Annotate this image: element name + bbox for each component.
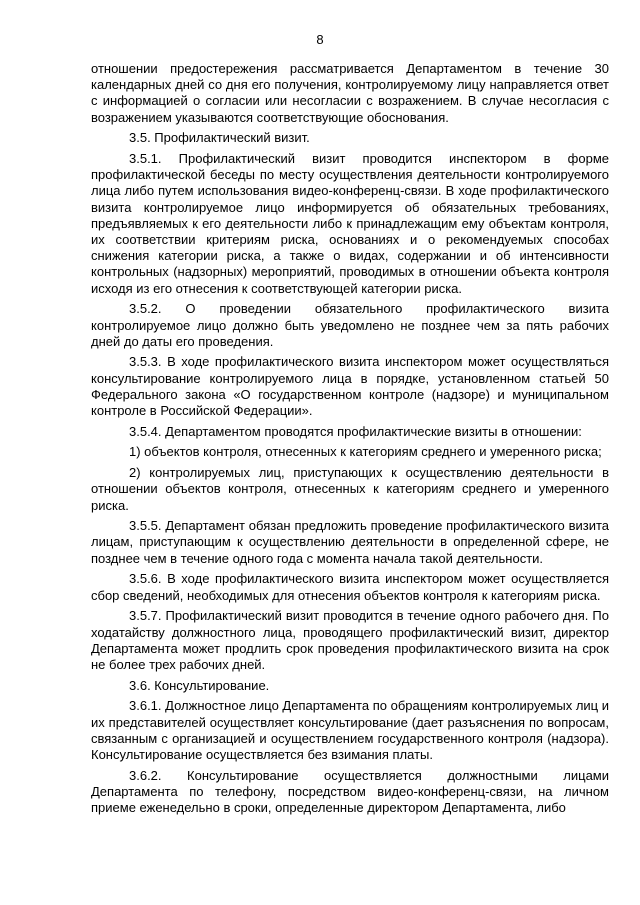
list-item: 1) объектов контроля, отнесенных к категориям среднего и умеренного риска; — [129, 444, 602, 460]
paragraph: 3.5.5. Департамент обязан предложить проведение профилактического визита лицам, приступающим к осуществлению деятельности в определенной сфере, не позднее чем в течение одного года с момента начала такой деятельности. — [91, 518, 609, 566]
paragraph: 3.5.3. В ходе профилактического визита инспектором может осуществляться консультирование контролируемого лица в порядке, установленном статьей 50 Федерального закона «О государственном контроле (надзоре) и муниципальном контроле в Российской Федерации». — [91, 354, 609, 419]
list-item: 2) контролируемых лиц, приступающих к осуществлению деятельности в отношении объектов контроля, отнесенных к категориям среднего и умеренного риска. — [91, 465, 609, 513]
page-number: 8 — [316, 32, 324, 47]
paragraph: 3.6.2. Консультирование осуществляется должностными лицами Департамента по телефону, посредством видео-конференц-связи, на личном приеме еженедельно в сроки, определенные директором Департамента, либо — [91, 767, 609, 816]
paragraph: отношении предостережения рассматривается Департаментом в течение 30 календарных дней со дня его получения, контролируемому лицу направляется ответ с информацией о согласии или несогласии с возражением. В случае несогласия с возражением указываются соответствующие обоснования. — [91, 61, 609, 125]
document-body — [91, 61, 609, 821]
paragraph: 3.5.6. В ходе профилактического визита инспектором может осуществляется сбор сведений, необходимых для отнесения объектов контроля к категориям риска. — [91, 571, 609, 603]
paragraph: 3.5.7. Профилактический визит проводится в течение одного рабочего дня. По ходатайству должностного лица, проводящего профилактический визит, директор Департамента может продлить срок проведения профилактического визита на срок не более трех рабочих дней. — [91, 608, 609, 672]
paragraph: 3.5.1. Профилактический визит проводится инспектором в форме профилактической беседы по месту осуществления деятельности контролируемого лица либо путем использования видео-конференц-связи. В ходе профилактического визита контролируемое лицо информируется об обязательных требованиях, предъявляемых к его деятельности либо к принадлежащим ему объектам контроля, их соответствии критериям риска, основаниях и о рекомендуемых способах снижения категории риска, а также о видах, содержании и об интенсивности контрольных (надзорных) мероприятий, проводимых в отношении объекта контроля исходя из его отнесения к соответствующей категории риска. — [91, 151, 609, 296]
paragraph: 3.5.2. О проведении обязательного профилактического визита контролируемое лицо должно быть уведомлено не позднее чем за пять рабочих дней до даты его проведения. — [91, 301, 609, 349]
paragraph: 3.5.4. Департаментом проводятся профилактические визиты в отношении: — [129, 423, 582, 439]
paragraph: 3.6.1. Должностное лицо Департамента по обращениям контролируемых лиц и их представителей осуществляет консультирование (дает разъяснения по вопросам, связанным с организацией и осуществлением государственного контроля (надзора). Консультирование осуществляется без взимания платы. — [91, 698, 609, 762]
section-heading: 3.5. Профилактический визит. — [129, 130, 310, 146]
section-heading: 3.6. Консультирование. — [129, 677, 270, 693]
